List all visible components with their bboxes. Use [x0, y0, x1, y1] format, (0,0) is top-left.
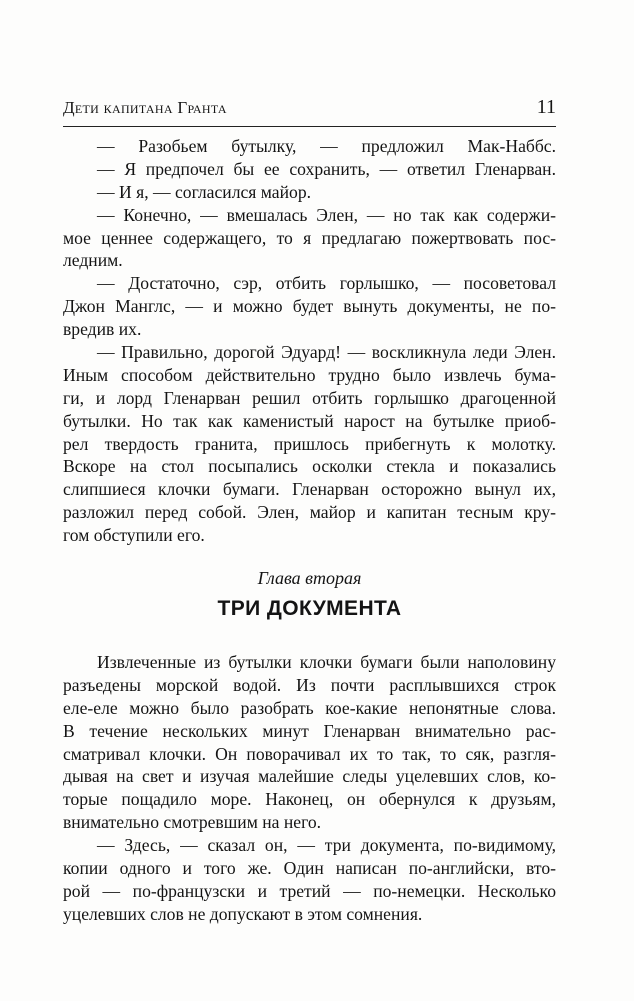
- text-line: рой — по-французски и третий — по-немецки. Несколько: [63, 880, 556, 901]
- text-line: — Конечно, — вмешалась Элен, — но так как содержи-: [97, 204, 556, 225]
- text-line: внимательно смотревшим на него.: [63, 812, 322, 833]
- text-line: разъедены морской водой. Из почти расплывшихся строк: [63, 674, 556, 695]
- text-line: разложил перед собой. Элен, майор и капитан тесным кру-: [63, 502, 556, 523]
- text-line: Джон Манглс, — и можно будет вынуть документы, не по-: [63, 296, 556, 317]
- text-line: В течение нескольких минут Гленарван внимательно рас-: [63, 720, 556, 741]
- text-line: ледним.: [63, 250, 123, 271]
- text-line: мое ценнее содержащего, то я предлагаю пожертвовать пос-: [63, 227, 556, 248]
- text-block-dialogue: [63, 135, 556, 547]
- running-title: Дети капитана Гранта: [63, 98, 227, 117]
- text-line: — Достаточно, сэр, отбить горлышко, — посоветовал: [97, 273, 556, 294]
- text-line: Извлеченные из бутылки клочки бумаги были наполовину: [97, 652, 556, 672]
- text-line: — Я предпочел бы ее сохранить, — ответил Гленарван.: [97, 158, 556, 179]
- text-line: торые пощадило море. Наконец, он обернулся к друзьям,: [63, 789, 556, 810]
- text-line: еле-еле можно было разобрать кое-какие непонятные слова.: [63, 697, 556, 718]
- text-line: Иным способом действительно трудно было извлечь бума-: [63, 364, 556, 385]
- text-line: вредив их.: [63, 319, 142, 340]
- chapter-label: Глава вторая: [257, 568, 362, 588]
- text-line: — Правильно, дорогой Эдуард! — воскликнула леди Элен.: [97, 342, 556, 363]
- text-line: — Разобьем бутылку, — предложил Мак-Наббс.: [97, 136, 556, 156]
- text-line: уцелевших слов не допускают в этом сомнения.: [63, 903, 423, 924]
- text-line: бутылки. Но так как каменистый нарост на бутылке приоб-: [63, 410, 556, 431]
- text-line: слипшиеся клочки бумаги. Гленарван осторожно вынул их,: [63, 479, 556, 500]
- text-line: — И я, — согласился майор.: [97, 181, 312, 202]
- text-block-chapter-two: [63, 651, 556, 926]
- chapter-title: ТРИ ДОКУМЕНТА: [217, 597, 402, 620]
- running-header: [63, 96, 556, 127]
- text-line: Вскоре на стол посыпались осколки стекла и показались: [63, 456, 556, 477]
- page-number: 11: [536, 96, 556, 118]
- text-line: дывая на свет и изучая малейшие следы уцелевших слов, ко-: [63, 766, 556, 787]
- text-line: гом обступили его.: [63, 525, 205, 546]
- text-line: — Здесь, — сказал он, — три документа, по-видимому,: [97, 835, 556, 856]
- text-line: рел твердость гранита, пришлось прибегнуть к молотку.: [63, 433, 556, 454]
- text-line: копии одного и того же. Один написан по-английски, вто-: [63, 858, 556, 879]
- text-line: сматривал клочки. Он поворачивал их то так, то сяк, разгля-: [63, 743, 556, 764]
- text-line: ги, и лорд Гленарван решил отбить горлышко драгоценной: [63, 387, 556, 408]
